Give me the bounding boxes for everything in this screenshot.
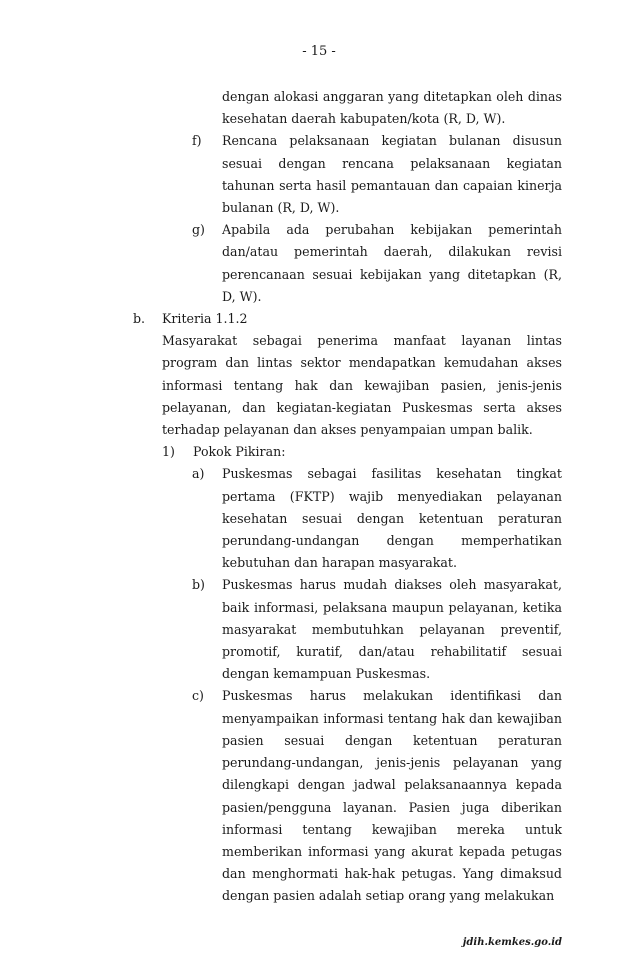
list-item-b xyxy=(0,574,638,685)
list-marker: g) xyxy=(192,222,205,238)
list-item-c xyxy=(0,685,638,907)
subsection-heading: Pokok Pikiran: xyxy=(193,444,286,460)
document-body xyxy=(0,86,638,908)
list-item-text: Puskesmas harus mudah diakses oleh masyarakat, baik informasi, pelaksana maupun pelayanan, ketika masyarakat membutuhkan pelayanan preventif, promotif, kuratif, dan/atau rehabilitatif sesuai dengan kemampuan Puskesmas. xyxy=(222,577,562,682)
subsection-marker: 1) xyxy=(162,444,175,460)
list-marker: f) xyxy=(192,133,202,149)
page-number: - 15 - xyxy=(302,44,336,59)
list-item-text: Puskesmas sebagai fasilitas kesehatan tingkat pertama (FKTP) wajib menyediakan pelayanan kesehatan sesuai dengan ketentuan peraturan perundang-undangan dengan memperhatikan kebutuhan dan harapan masyarakat. xyxy=(222,466,562,571)
section-marker: b. xyxy=(133,311,146,327)
pokok-pikiran xyxy=(0,441,638,463)
list-item-text: Rencana pelaksanaan kegiatan bulanan disusun sesuai dengan rencana pelaksanaan kegiatan tahunan serta hasil pemantauan dan capaian kinerja bulanan (R, D, W). xyxy=(222,133,562,216)
section-heading: Kriteria 1.1.2 xyxy=(162,311,248,327)
list-item-text: Puskesmas harus melakukan identifikasi dan menyampaikan informasi tentang hak dan kewajiban pasien sesuai dengan ketentuan peraturan perundang-undangan, jenis-jenis pelayanan yang dilengkapi dengan jadwal pelaksanaannya kepada pasien/pengguna layanan. Pasien juga diberikan informasi tentang kewajiban mereka untuk memberikan informasi yang akurat kepada petugas dan menghormati hak-hak petugas. Yang dimaksud dengan pasien adalah setiap orang yang melakukan xyxy=(222,688,562,904)
list-item-f xyxy=(0,130,638,219)
list-marker: c) xyxy=(192,688,204,704)
list-item-a xyxy=(0,463,638,574)
section-b xyxy=(0,308,638,441)
continuation-paragraph: dengan alokasi anggaran yang ditetapkan oleh dinas kesehatan daerah kabupaten/kota (R, D, W). xyxy=(222,89,562,127)
list-item-g xyxy=(0,219,638,308)
list-marker: b) xyxy=(192,577,205,593)
list-marker: a) xyxy=(192,466,205,482)
list-item-text: Apabila ada perubahan kebijakan pemerintah dan/atau pemerintah daerah, dilakukan revisi perencanaan sesuai kebijakan yang ditetapkan (R, D, W). xyxy=(222,222,562,304)
section-paragraph: Masyarakat sebagai penerima manfaat layanan lintas program dan lintas sektor mendapatkan kemudahan akses informasi tentang hak dan kewajiban pasien, jenis-jenis pelayanan, dan kegiatan-kegiatan Puskesmas serta akses terhadap pelayanan dan akses penyampaian umpan balik. xyxy=(162,333,562,438)
footer-source: jdih.kemkes.go.id xyxy=(462,937,562,948)
